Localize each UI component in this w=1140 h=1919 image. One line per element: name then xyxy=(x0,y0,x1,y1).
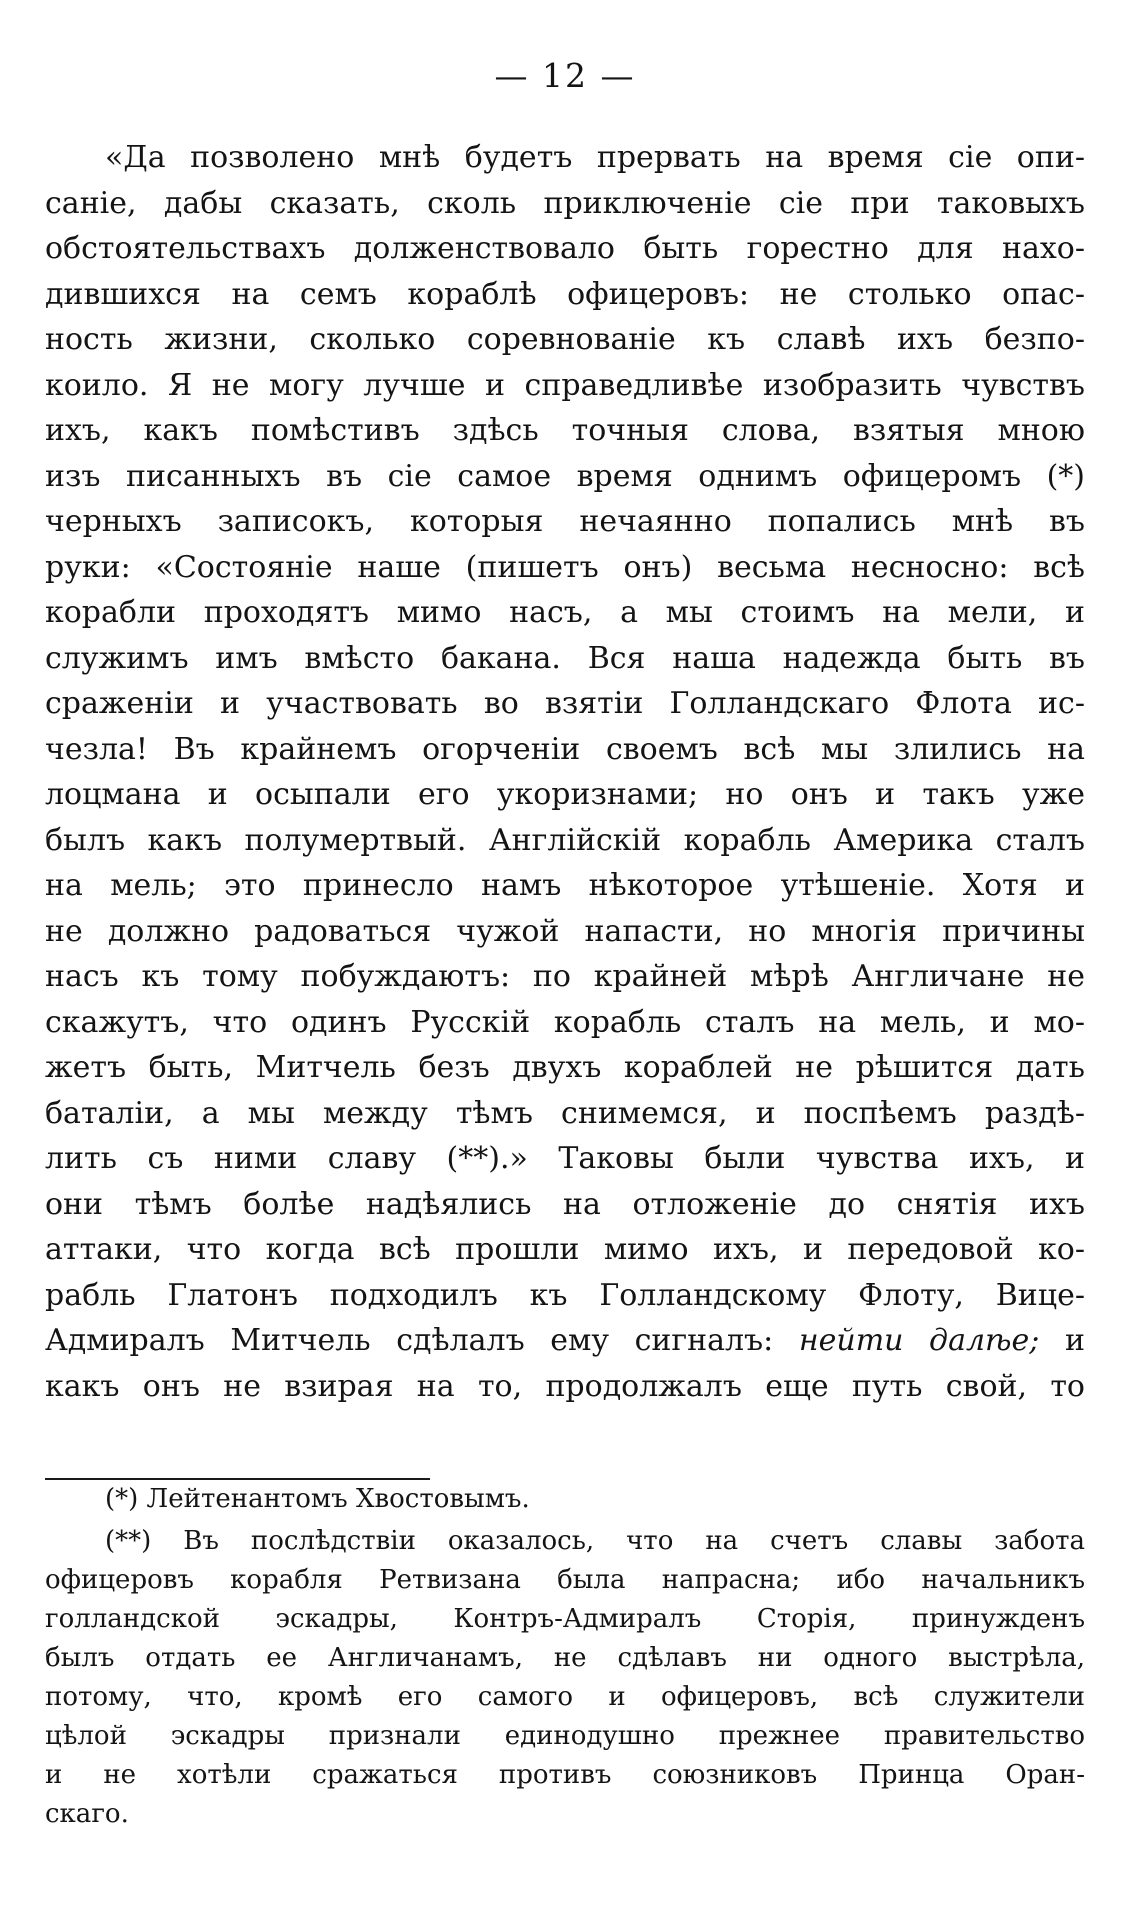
text-line: былъ какъ полумертвый. Англійскій корабль Америка сталъ xyxy=(45,822,1085,858)
text-line: изъ писанныхъ въ сіе самое время однимъ офицеромъ (*) xyxy=(45,458,1085,494)
book-page xyxy=(45,0,1085,1919)
footnote-2-line: былъ отдать ее Англичанамъ, не сдѣлавъ ни одного выстрѣла, xyxy=(45,1643,1085,1673)
text-line: они тѣмъ болѣе надѣялись на отложеніе до снятія ихъ xyxy=(45,1186,1085,1222)
text-line: насъ къ тому побуждаютъ: по крайней мѣрѣ Англичане не xyxy=(45,959,1085,994)
footnote-1: (*) Лейтенантомъ Хвостовымъ. xyxy=(105,1484,530,1514)
text-segment: Адмиралъ Митчель сдѣлалъ ему сигналъ: xyxy=(45,1323,774,1358)
text-line: обстоятельствахъ долженствовало быть горестно для нахо- xyxy=(45,231,1085,266)
text-line: сраженіи и участвовать во взятіи Голландскаго Флота ис- xyxy=(45,686,1085,721)
text-line: чезла! Въ крайнемъ огорченіи своемъ всѣ мы злились на xyxy=(45,731,1085,767)
text-line: коило. Я не могу лучше и справедливѣе изобразить чувствъ xyxy=(45,367,1085,403)
main-text xyxy=(45,135,1085,1409)
text-line: саніе, дабы сказать, сколь приключеніе сіе при таковыхъ xyxy=(45,185,1085,221)
text-segment: и xyxy=(1064,1323,1085,1358)
text-line: служимъ имъ вмѣсто бакана. Вся наша надежда быть въ xyxy=(45,640,1085,676)
text-line: аттаки, что когда всѣ прошли мимо ихъ, и передовой ко- xyxy=(45,1232,1085,1267)
text-line: ихъ, какъ помѣстивъ здѣсь точныя слова, взятыя мною xyxy=(45,413,1085,448)
footnote-2-line: (**) Въ послѣдствіи оказалось, что на счетъ славы забота xyxy=(105,1526,1085,1556)
footnotes xyxy=(45,1480,1085,1834)
text-line-with-signal xyxy=(45,1318,1085,1364)
text-line: рабль Глатонъ подходилъ къ Голландскому Флоту, Вице- xyxy=(45,1277,1085,1313)
footnote-2-line: и не хотѣли сражаться противъ союзниковъ Принца Оран- xyxy=(45,1760,1085,1790)
footnote-2-line: цѣлой эскадры признали единодушно прежнее правительство xyxy=(45,1721,1085,1751)
text-line: «Да позволено мнѣ будетъ прервать на время сіе опи- xyxy=(105,140,1085,175)
text-line: какъ онъ не взирая на то, продолжалъ еще путь свой, то xyxy=(45,1368,1085,1404)
footnote-2-line: офицеровъ корабля Ретвизана была напрасна; ибо начальникъ xyxy=(45,1565,1085,1595)
footnote-2-line: скаго. xyxy=(45,1799,129,1829)
text-line: ность жизни, сколько соревнованіе къ славѣ ихъ безпо- xyxy=(45,322,1085,357)
page-number: — 12 — xyxy=(494,56,636,95)
signal-text: нейти далѣе; xyxy=(798,1323,1040,1358)
text-line: руки: «Состояніе наше (пишетъ онъ) весьма несносно: всѣ xyxy=(45,549,1085,585)
text-line: не должно радоваться чужой напасти, но многія причины xyxy=(45,913,1085,949)
footnote-2-line: потому, что, кромѣ его самого и офицеровъ, всѣ служители xyxy=(45,1682,1085,1712)
text-line: черныхъ записокъ, которыя нечаянно попались мнѣ въ xyxy=(45,504,1085,539)
text-line: дившихся на семъ кораблѣ офицеровъ: не столько опас- xyxy=(45,276,1085,312)
text-line: корабли проходятъ мимо насъ, а мы стоимъ на мели, и xyxy=(45,595,1085,630)
text-line: на мель; это принесло намъ нѣкоторое утѣшеніе. Хотя и xyxy=(45,868,1085,903)
text-line: жетъ быть, Митчель безъ двухъ кораблей не рѣшится дать xyxy=(45,1050,1085,1085)
text-line: скажутъ, что одинъ Русскій корабль сталъ на мель, и мо- xyxy=(45,1004,1085,1040)
footnote-2-line: голландской эскадры, Контръ-Адмиралъ Сторія, принужденъ xyxy=(45,1604,1085,1634)
text-line: лоцмана и осыпали его укоризнами; но онъ и такъ уже xyxy=(45,777,1085,812)
text-line: баталіи, а мы между тѣмъ снимемся, и поспѣемъ раздѣ- xyxy=(45,1095,1085,1131)
text-line: лить съ ними славу (**).» Таковы были чувства ихъ, и xyxy=(45,1141,1085,1176)
